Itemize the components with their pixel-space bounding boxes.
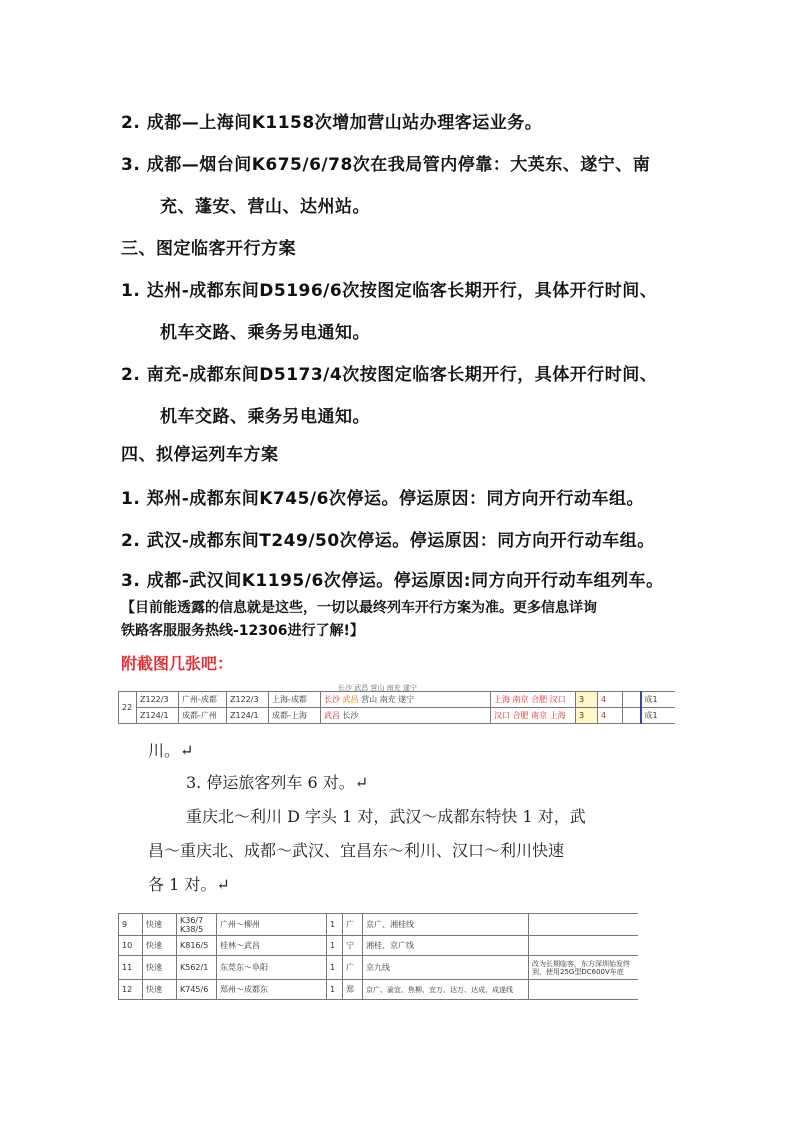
text-line-5: 1. 达州-成都东间D5196/6次按图定临客长期开行，具体开行时间、 xyxy=(121,281,658,301)
text-line-7: 2. 南充-成都东间D5173/4次按图定临客长期开行，具体开行时间、 xyxy=(121,365,658,385)
cell: 1 xyxy=(327,936,343,956)
table1-row xyxy=(119,692,676,708)
table2-row xyxy=(119,914,639,936)
cell: 11 xyxy=(119,956,143,980)
cell: 成都-上海 xyxy=(269,708,321,724)
cell: K816/5 xyxy=(177,936,217,956)
section-heading-3: 三、图定临客开行方案 xyxy=(121,239,296,259)
cell: Z124/1 xyxy=(227,708,269,724)
stop-text: 营山 南充 遂宁 xyxy=(361,695,415,704)
cell: 改为长期临客，东方深圳始发终到，使用25G型DC600V车底 xyxy=(529,956,639,980)
table1-cutoff-text: 长沙 武昌 营山 南充 遂宁 xyxy=(338,684,417,692)
cell: 湘桂、京广线 xyxy=(363,936,529,956)
cell: K745/6 xyxy=(177,980,217,1000)
table1-group: 22 xyxy=(119,692,137,724)
text-line-11: 2. 武汉-成都东间T249/50次停运。停运原因：同方向开行动车组。 xyxy=(121,531,655,551)
cell: 广 xyxy=(343,914,363,936)
cell xyxy=(623,708,641,724)
cell: 广州-成都 xyxy=(179,692,227,708)
stop-text: 长沙 xyxy=(342,711,359,720)
table-1 xyxy=(118,691,675,724)
cell: 10 xyxy=(119,936,143,956)
stop-highlight: 武昌 xyxy=(342,695,359,704)
cell: 3 xyxy=(576,708,598,724)
doc2-line-3: 重庆北～利川 D 字头 1 对，武汉～成都东特快 1 对，武 xyxy=(186,807,586,826)
cell: 1 xyxy=(327,980,343,1000)
cell: 9 xyxy=(119,914,143,936)
cell xyxy=(529,936,639,956)
cell: 广 xyxy=(343,956,363,980)
notice-line-1: 【目前能透露的信息就是这些，一切以最终列车开行方案为准。更多信息详询 xyxy=(121,600,597,616)
cell: K562/1 xyxy=(177,956,217,980)
cell: K36/7 K38/5 xyxy=(177,914,217,936)
cell: 12 xyxy=(119,980,143,1000)
cell: 郑州～成都东 xyxy=(217,980,327,1000)
text-line-10: 1. 郑州-成都东间K745/6次停运。停运原因：同方向开行动车组。 xyxy=(121,489,644,509)
text-line-8: 机车交路、乘务另电通知。 xyxy=(160,407,370,427)
cell: 1 xyxy=(327,914,343,936)
text-line-6: 机车交路、乘务另电通知。 xyxy=(160,323,370,343)
cell: 京广、渝宜、焦柳、宜万、达万、达成、成遂线 xyxy=(363,980,529,1000)
cell: Z124/1 xyxy=(137,708,179,724)
screenshot-table-1 xyxy=(118,683,675,733)
cell: 上海-成都 xyxy=(269,692,321,708)
cell: 汉口 合肥 南京 上海 xyxy=(491,708,576,724)
screenshot-table-2 xyxy=(118,913,638,1003)
cell: 成1 xyxy=(641,708,676,724)
cell xyxy=(529,980,639,1000)
cell xyxy=(623,692,641,708)
cell xyxy=(529,914,639,936)
cell: 4 xyxy=(598,692,623,708)
doc2-line-4: 昌～重庆北、成都～武汉、宜昌东～利川、汉口～利川快速 xyxy=(148,841,565,860)
cell: 4 xyxy=(598,708,623,724)
text-line-3: 充、蓬安、营山、达州站。 xyxy=(160,197,370,217)
cell: 京广、湘桂线 xyxy=(363,914,529,936)
cell: 快速 xyxy=(143,980,177,1000)
cell: 成1 xyxy=(641,692,676,708)
table1-row xyxy=(119,708,676,724)
cell: 快速 xyxy=(143,936,177,956)
cell-stops xyxy=(321,692,491,708)
doc2-line-5: 各 1 对。↵ xyxy=(148,875,230,894)
cell-stops xyxy=(321,708,491,724)
doc2-line-2: 3. 停运旅客列车 6 对。↵ xyxy=(186,773,369,792)
cell: 东莞东～阜阳 xyxy=(217,956,327,980)
cell: 京九线 xyxy=(363,956,529,980)
cell: 广州～柳州 xyxy=(217,914,327,936)
text-line-2: 3. 成都—烟台间K675/6/78次在我局管内停靠：大英东、遂宁、南 xyxy=(121,155,651,175)
cell: 上海 南京 合肥 汉口 xyxy=(491,692,576,708)
cell: 3 xyxy=(576,692,598,708)
text-line-12: 3. 成都-武汉间K1195/6次停运。停运原因:同方向开行动车组列车。 xyxy=(121,571,664,591)
section-heading-4: 四、拟停运列车方案 xyxy=(121,445,279,465)
doc2-line-1: 川。↵ xyxy=(148,741,194,760)
cell: 桂林～武昌 xyxy=(217,936,327,956)
cell: 1 xyxy=(327,956,343,980)
attachment-title: 附截图几张吧： xyxy=(121,654,234,673)
cell: 宁 xyxy=(343,936,363,956)
cell: 郑 xyxy=(343,980,363,1000)
text-line-1: 2. 成都—上海间K1158次增加营山站办理客运业务。 xyxy=(121,113,543,133)
table2-row xyxy=(119,980,639,1000)
stop-highlight: 武昌 xyxy=(324,711,340,720)
table2-row xyxy=(119,936,639,956)
cell: Z122/3 xyxy=(227,692,269,708)
stop-highlight: 长沙 xyxy=(324,695,340,704)
cell: 快速 xyxy=(143,956,177,980)
cell: 成都-广州 xyxy=(179,708,227,724)
cell: Z122/3 xyxy=(137,692,179,708)
cell: 快速 xyxy=(143,914,177,936)
table2-row xyxy=(119,956,639,980)
notice-line-2: 铁路客服服务热线-12306进行了解!】 xyxy=(121,623,364,639)
table-2 xyxy=(118,913,638,1000)
